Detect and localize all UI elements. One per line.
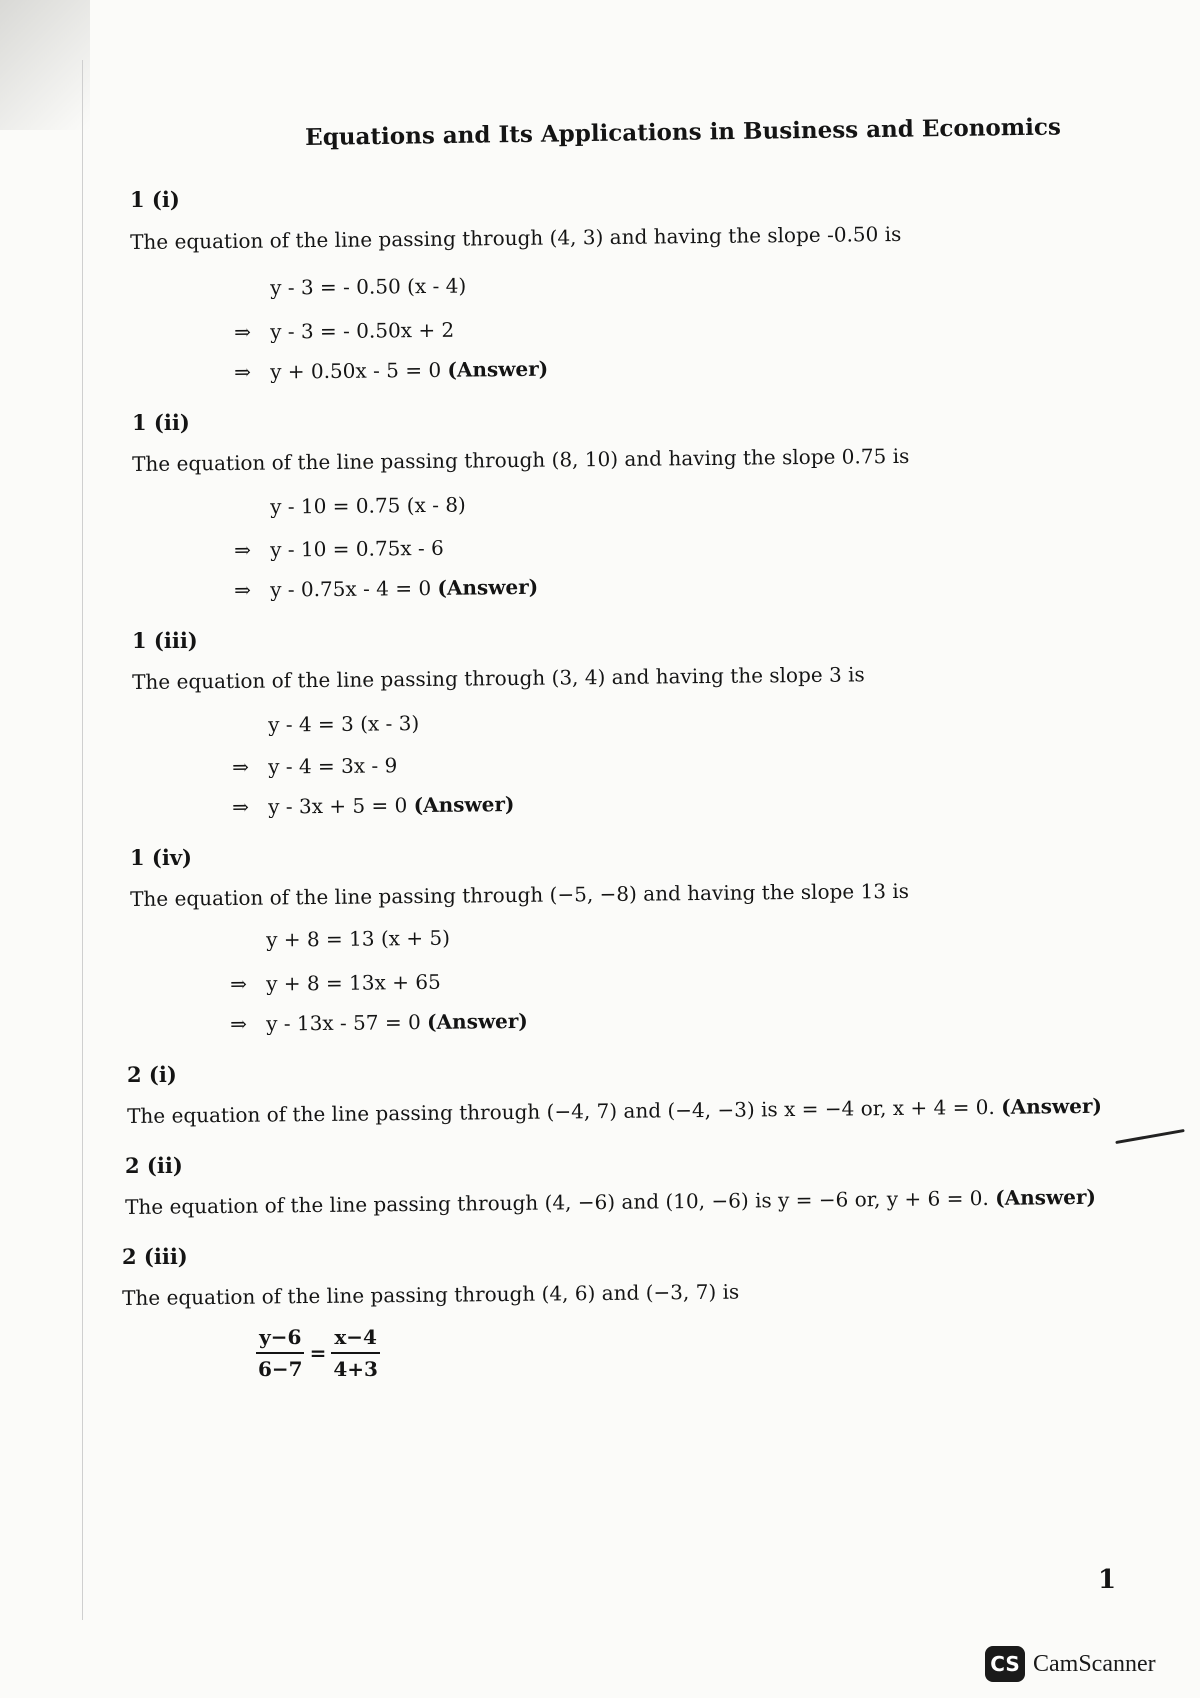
fraction-denominator: 6−7 [258, 1357, 303, 1381]
section-heading: 1 (i) [130, 187, 180, 212]
equation-step [232, 792, 515, 819]
equation-expr: y - 3 = - 0.50 (x - 4) [269, 273, 467, 300]
implies-arrow: ⇒ [234, 537, 252, 562]
equation-step [230, 970, 441, 996]
answer-label: (Answer) [413, 792, 515, 818]
left-fraction [255, 1325, 306, 1381]
equation-expr: y - 13x - 57 = 0 [265, 1010, 421, 1036]
section-text: The equation of the line passing through (4, 3) and having the slope -0.50 is [130, 221, 902, 254]
equation-expr: y + 0.50x - 5 = 0 [269, 357, 442, 384]
section-heading: 1 (iii) [132, 628, 198, 653]
equation-step [234, 575, 538, 602]
equation-step [234, 318, 454, 344]
section-text: The equation of the line passing through (4, 6) and (−3, 7) is [122, 1279, 740, 1310]
implies-arrow: ⇒ [232, 794, 250, 819]
right-fraction [330, 1325, 381, 1381]
answer-label: (Answer) [426, 1008, 528, 1034]
implies-arrow: ⇒ [234, 359, 252, 384]
section-text [125, 1185, 1096, 1219]
camscanner-watermark [985, 1646, 1156, 1682]
equation-step [234, 357, 548, 384]
equation-expr: y - 4 = 3x - 9 [267, 753, 398, 779]
fraction-numerator: x−4 [331, 1325, 380, 1354]
section-text: The equation of the line passing through (−5, −8) and having the slope 13 is [130, 878, 910, 911]
equals-sign: = [309, 1341, 327, 1365]
implies-arrow: ⇒ [230, 971, 248, 996]
section-heading: 1 (ii) [132, 410, 190, 435]
camscanner-logo-icon: CS [985, 1646, 1025, 1682]
equation-expr: y + 8 = 13 (x + 5) [265, 925, 451, 952]
answer-label: (Answer) [995, 1184, 1097, 1210]
equation-step [230, 1009, 528, 1036]
implies-arrow: ⇒ [234, 577, 252, 602]
document-title: Equations and Its Applications in Business and Economics [305, 113, 1062, 151]
equation-expr: y - 3 = - 0.50x + 2 [269, 317, 455, 344]
answer-label: (Answer) [437, 574, 539, 600]
equation-step [232, 711, 419, 737]
equation-expr: y - 4 = 3 (x - 3) [267, 711, 420, 737]
equation-expr: y + 8 = 13x + 65 [265, 969, 441, 996]
scan-shadow [0, 0, 90, 130]
page-number: 1 [1098, 1565, 1117, 1595]
section-heading: 1 (iv) [130, 845, 192, 870]
implies-arrow: ⇒ [230, 1011, 248, 1036]
equation-expr: y - 3x + 5 = 0 [267, 793, 408, 819]
answer-label: (Answer) [447, 356, 549, 382]
margin-line [82, 60, 83, 1620]
section-heading: 2 (i) [127, 1062, 177, 1087]
section-text: The equation of the line passing through (3, 4) and having the slope 3 is [132, 662, 865, 694]
fraction-equation [255, 1325, 381, 1381]
equation-expr: y - 10 = 0.75x - 6 [269, 535, 444, 562]
fraction-numerator: y−6 [256, 1325, 304, 1354]
section-text: The equation of the line passing through (8, 10) and having the slope 0.75 is [132, 443, 910, 476]
equation-step [234, 493, 466, 519]
equation-expr: y - 10 = 0.75 (x - 8) [269, 492, 466, 519]
equation-step [232, 753, 397, 779]
equation-expr: y - 0.75x - 4 = 0 [269, 575, 432, 602]
equation-step [234, 536, 444, 562]
section-heading: 2 (iii) [122, 1244, 188, 1269]
section-text-body: The equation of the line passing through (−4, 7) and (−4, −3) is x = −4 or, x + 4 = 0. [127, 1094, 995, 1128]
fraction-denominator: 4+3 [333, 1357, 378, 1381]
section-text [127, 1094, 1102, 1128]
implies-arrow: ⇒ [234, 319, 252, 344]
equation-step [230, 926, 450, 952]
equation-step [234, 274, 466, 300]
implies-arrow: ⇒ [232, 754, 250, 779]
section-text-body: The equation of the line passing through (4, −6) and (10, −6) is y = −6 or, y + 6 = 0. [125, 1185, 989, 1219]
section-heading: 2 (ii) [125, 1153, 183, 1178]
answer-label: (Answer) [1001, 1093, 1103, 1119]
pen-mark [1115, 1129, 1184, 1144]
camscanner-text: CamScanner [1033, 1650, 1156, 1677]
